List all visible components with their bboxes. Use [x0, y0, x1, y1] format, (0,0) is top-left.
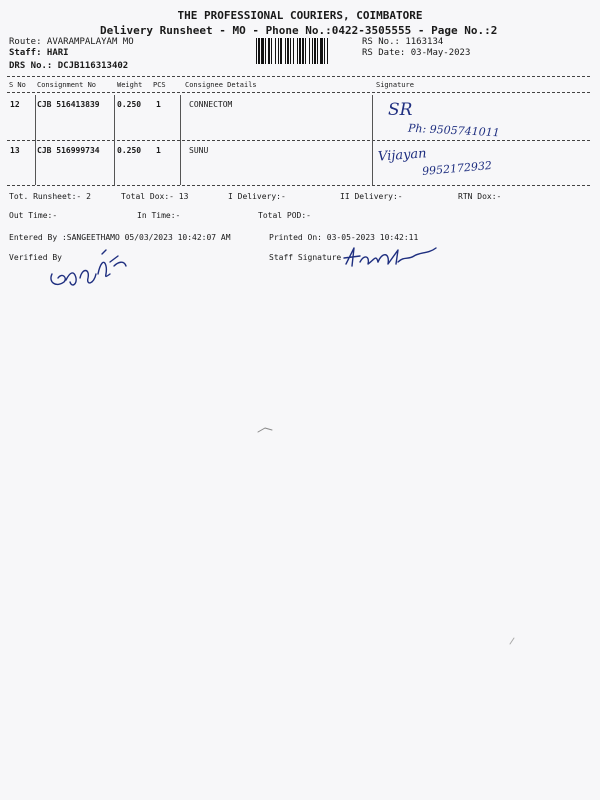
table-bottom-rule [7, 185, 590, 186]
runsheet-subtitle: Delivery Runsheet - MO - Phone No.:0422-3505555 - Page No.:2 [100, 24, 498, 37]
verifier-signature [44, 244, 134, 294]
row-pcs: 1 [156, 146, 161, 155]
handwritten-receiver-name: SR [388, 100, 413, 120]
column-header-consignee: Consignee Details [185, 81, 257, 89]
entered-by: Entered By :SANGEETHAMO 05/03/2023 10:42:07 AM [9, 233, 231, 242]
column-header-weight: Weight [117, 81, 143, 89]
handwritten-receiver-name: Vijayan [377, 146, 428, 165]
staff-signature [338, 242, 444, 270]
staff-label: Staff: HARI [9, 48, 69, 58]
return-dox: RTN Dox:- [458, 192, 502, 201]
column-divider [35, 95, 36, 185]
column-header-consignment: Consignment No [37, 81, 97, 89]
column-header-pcs: PCS [153, 81, 166, 89]
drs-number: DRS No.: DCJB116313402 [9, 61, 129, 71]
row-divider [7, 140, 590, 141]
row-consignee: CONNECTOM [189, 100, 233, 109]
handwritten-receiver-phone: 9952172932 [421, 158, 493, 179]
barcode [256, 38, 356, 64]
rs-number: RS No.: 1163134 [362, 37, 444, 47]
column-divider [372, 95, 373, 185]
row-consignee: SUNU [189, 146, 209, 155]
row-consignment-no: CJB 516999734 [37, 146, 100, 155]
column-header-signature: Signature [376, 81, 414, 89]
company-title: THE PROFESSIONAL COURIERS, COIMBATORE [177, 9, 423, 22]
first-delivery: I Delivery:- [228, 192, 286, 201]
stray-mark [508, 636, 516, 646]
table-header-rule [7, 92, 590, 93]
total-runsheet: Tot. Runsheet:- 2 [9, 192, 91, 201]
total-pod: Total POD:- [258, 211, 311, 220]
printed-on: Printed On: 03-05-2023 10:42:11 [269, 233, 419, 242]
handwritten-receiver-phone: Ph: 9505741011 [407, 121, 500, 140]
total-dox: Total Dox:- 13 [121, 192, 189, 201]
second-delivery: II Delivery:- [340, 192, 403, 201]
out-time: Out Time:- [9, 211, 58, 220]
column-divider [180, 95, 181, 185]
row-sno: 13 [10, 146, 20, 155]
rs-date: RS Date: 03-May-2023 [362, 48, 471, 58]
row-sno: 12 [10, 100, 20, 109]
verified-by-label: Verified By [9, 253, 62, 262]
table-top-rule [7, 76, 590, 77]
row-pcs: 1 [156, 100, 161, 109]
column-header-sno: S No [9, 81, 26, 89]
row-consignment-no: CJB 516413839 [37, 100, 100, 109]
stray-mark [256, 424, 274, 436]
route-label: Route: AVARAMPALAYAM MO [9, 37, 134, 47]
in-time: In Time:- [137, 211, 181, 220]
staff-signature-label: Staff Signature [269, 253, 342, 262]
column-divider [114, 95, 115, 185]
row-weight: 0.250 [117, 100, 142, 109]
row-weight: 0.250 [117, 146, 142, 155]
